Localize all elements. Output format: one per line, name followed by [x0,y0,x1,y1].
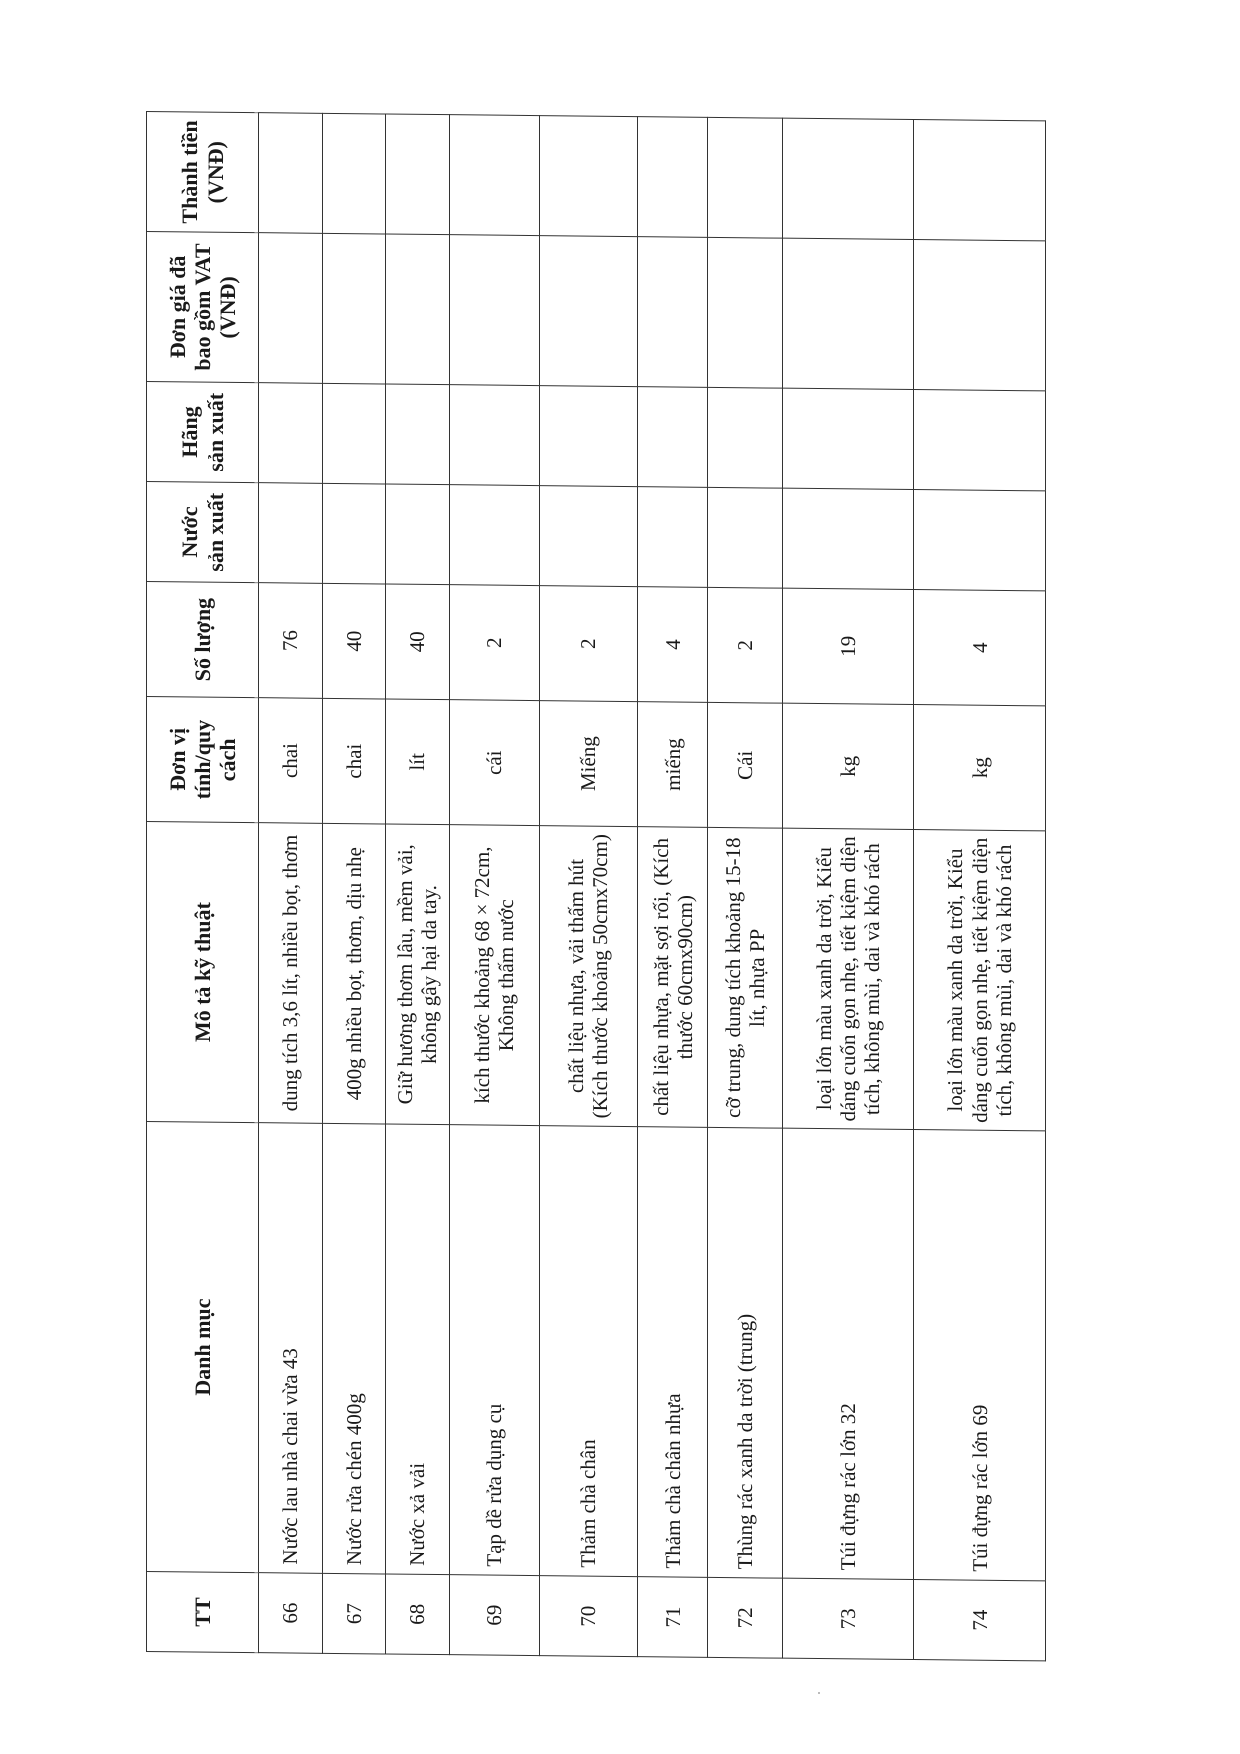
cell-tt: 71 [638,1577,708,1658]
cell-name: Nước xả vải [386,1124,450,1575]
table-row [638,117,708,1658]
cell-qty: 2 [539,586,638,702]
header-hang-san-xuat: Hãng sản xuất [147,382,259,483]
cell-total [782,118,914,239]
cell-name: Túi đựng rác lớn 69 [914,1130,1046,1581]
cell-name: Thảm chà chân nhựa [638,1127,708,1578]
cell-desc: dung tích 3,6 lít, nhiều bọt, thơm [259,823,323,1124]
cell-qty: 4 [914,590,1046,706]
cell-total [708,117,783,238]
cell-price [782,238,914,389]
table-row [322,113,386,1654]
cell-country [782,488,914,589]
cell-tt: 67 [322,1573,386,1654]
cell-desc: loại lớn màu xanh da trời, Kiểu dáng cuốn gọn nhẹ, tiết kiệm diện tích, không mùi, dai và khó rách [914,830,1046,1131]
table-row [386,114,450,1655]
cell-country [914,490,1046,591]
table-row [782,118,914,1659]
cell-desc: Giữ hương thơm lâu, mềm vải, không gây hại da tay. [386,824,450,1125]
cell-country [322,483,386,584]
cell-country [638,487,708,588]
table-row [259,113,323,1654]
cell-total [638,117,708,238]
cell-maker [449,385,539,486]
cell-price [638,237,708,388]
cell-price [259,233,323,384]
cell-desc: cỡ trung, dung tích khoảng 15-18 lít, nhựa PP [708,827,783,1128]
cell-desc: loại lớn màu xanh da trời, Kiểu dáng cuốn gọn nhẹ, tiết kiệm diện tích, không mùi, dai và khó rách [782,828,914,1129]
table-row [539,116,638,1657]
cell-price [449,235,539,386]
cell-unit: chai [259,698,323,824]
cell-unit: kg [782,703,914,829]
cell-name: Thùng rác xanh da trời (trung) [708,1127,783,1578]
cell-qty: 2 [708,587,783,703]
cell-tt: 74 [914,1580,1046,1661]
header-row [147,112,259,1653]
cell-tt: 70 [539,1576,638,1657]
table-row [708,117,783,1658]
cell-qty: 2 [449,585,539,701]
cell-unit: lít [386,699,450,825]
header-thanh-tien: Thành tiền (VNĐ) [147,112,259,233]
cell-unit: kg [914,705,1046,831]
header-tt: TT [147,1572,259,1653]
cell-tt: 68 [386,1574,450,1655]
cell-maker [638,387,708,488]
cell-qty: 4 [638,587,708,703]
cell-name: Nước lau nhà chai vừa 43 [259,1123,323,1574]
cell-maker [322,383,386,484]
cell-unit: Miếng [539,701,638,827]
cell-name: Thảm chà chân [539,1126,638,1577]
cell-maker [539,386,638,487]
cell-total [914,120,1046,241]
cell-unit: miếng [638,702,708,828]
header-nuoc-san-xuat: Nước sản xuất [147,482,259,583]
cell-price [914,240,1046,391]
cell-unit: Cái [708,702,783,828]
cell-total [259,113,323,234]
procurement-table [146,111,1046,1661]
cell-desc: chất liệu nhựa, vải thấm hút (Kích thước khoảng 50cmx70cm) [539,826,638,1127]
cell-price [322,233,386,384]
header-so-luong: Số lượng [147,582,259,698]
cell-unit: cái [449,700,539,826]
cell-desc: kích thước khoảng 68 × 72cm, Không thấm nước [449,825,539,1126]
cell-qty: 19 [782,588,914,704]
rotated-table-wrapper [146,112,1046,1661]
table-row [914,120,1046,1661]
cell-total [322,113,386,234]
cell-desc: 400g nhiều bọt, thơm, dịu nhẹ [322,823,386,1124]
cell-country [449,485,539,586]
cell-country [708,487,783,588]
cell-tt: 66 [259,1573,323,1654]
cell-desc: chất liệu nhựa, mặt sợi rối, (Kích thước 60cmx90cm) [638,827,708,1128]
cell-qty: 40 [386,584,450,700]
cell-maker [259,383,323,484]
header-don-gia: Đơn giá đã bao gồm VAT (VNĐ) [147,232,259,383]
table-row [449,115,539,1656]
header-don-vi: Đơn vị tính/quy cách [147,697,259,823]
cell-total [449,115,539,236]
cell-maker [782,388,914,489]
cell-name: Túi đựng rác lớn 32 [782,1128,914,1579]
cell-country [259,483,323,584]
cell-maker [708,387,783,488]
cell-total [386,114,450,235]
cell-unit: chai [322,698,386,824]
cell-total [539,116,638,237]
cell-tt: 73 [782,1578,914,1659]
cell-name: Nước rửa chén 400g [322,1123,386,1574]
cell-price [539,236,638,387]
cell-maker [386,384,450,485]
header-danh-muc: Danh mục [147,1122,259,1573]
header-mo-ta: Mô tả kỹ thuật [147,822,259,1123]
scan-dot [818,1692,820,1694]
cell-qty: 76 [259,583,323,699]
cell-name: Tạp dề rửa dụng cụ [449,1125,539,1576]
cell-tt: 72 [708,1577,783,1658]
cell-tt: 69 [449,1575,539,1656]
cell-price [708,237,783,388]
cell-maker [914,390,1046,491]
cell-qty: 40 [322,583,386,699]
cell-country [539,486,638,587]
cell-country [386,484,450,585]
cell-price [386,234,450,385]
